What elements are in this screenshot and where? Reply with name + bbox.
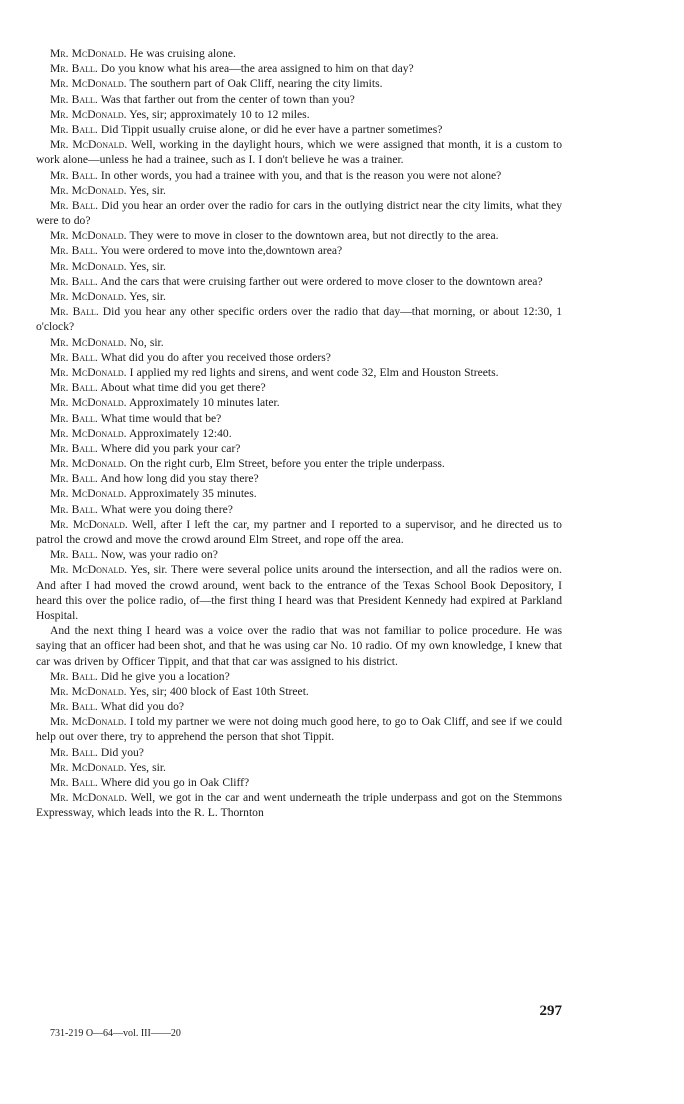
paragraph-text: Approximately 35 minutes. (126, 487, 257, 501)
testimony-paragraph (36, 775, 562, 790)
speaker-label: Mr. Ball. (50, 122, 98, 136)
testimony-paragraph (36, 380, 562, 395)
page-number: 297 (539, 1003, 562, 1019)
testimony-paragraph (36, 107, 562, 122)
speaker-label: Mr. Ball. (50, 62, 98, 76)
speaker-label: Mr. Ball. (50, 198, 99, 212)
testimony-paragraph (36, 137, 562, 167)
speaker-label: Mr. Ball. (50, 305, 99, 319)
speaker-label: Mr. McDonald. (50, 684, 127, 698)
testimony-paragraph (36, 335, 562, 350)
paragraph-text: Approximately 10 minutes later. (126, 396, 280, 410)
speaker-label: Mr. McDonald. (50, 47, 127, 60)
speaker-label: Mr. McDonald. (50, 426, 127, 440)
speaker-label: Mr. McDonald. (50, 365, 127, 379)
testimony-paragraph (36, 562, 562, 623)
paragraph-text: Yes, sir. (126, 290, 166, 303)
testimony-paragraph (36, 760, 562, 775)
paragraph-text: In other words, you had a trainee with you, and that is the reason you were not alone? (97, 168, 502, 182)
testimony-paragraph (36, 517, 562, 547)
speaker-label: Mr. Ball. (50, 472, 98, 486)
paragraph-text: Yes, sir. (126, 259, 166, 273)
speaker-label: Mr. Ball. (50, 669, 98, 683)
testimony-paragraph (36, 289, 562, 304)
speaker-label: Mr. McDonald. (50, 517, 128, 531)
speaker-label: Mr. Ball. (50, 381, 98, 395)
speaker-label: Mr. Ball. (50, 244, 98, 258)
speaker-label: Mr. McDonald. (50, 715, 127, 729)
speaker-label: Mr. McDonald. (50, 457, 127, 471)
speaker-label: Mr. Ball. (50, 502, 98, 516)
speaker-label: Mr. Ball. (50, 168, 98, 182)
testimony-body (36, 46, 562, 821)
speaker-label: Mr. McDonald. (50, 138, 128, 152)
speaker-label: Mr. McDonald. (50, 760, 127, 774)
testimony-paragraph (36, 471, 562, 486)
paragraph-text: I applied my red lights and sirens, and went code 32, Elm and Houston Streets. (126, 365, 499, 379)
speaker-label: Mr. Ball. (50, 350, 98, 364)
testimony-paragraph (36, 502, 562, 517)
paragraph-text: Well, we got in the car and went underneath the triple underpass and got on the Stemmons Expressway, which leads into the R. L. Thornton (36, 791, 562, 820)
testimony-paragraph (36, 790, 562, 820)
testimony-paragraph (36, 122, 562, 137)
speaker-label: Mr. McDonald. (50, 791, 128, 805)
paragraph-text: Did you hear an order over the radio for cars in the outlying district near the city limits, what they were to do? (36, 198, 562, 228)
paragraph-text: Did you hear any other specific orders over the radio that day—that morning, or about 12:30, 1 o'clock? (36, 305, 562, 334)
paragraph-text: What were you doing there? (97, 502, 233, 516)
testimony-paragraph (36, 456, 562, 471)
paragraph-text: Yes, sir; approximately 10 to 12 miles. (126, 107, 310, 121)
paragraph-text: The southern part of Oak Cliff, nearing the city limits. (126, 77, 383, 91)
paragraph-text: They were to move in closer to the downtown area, but not directly to the area. (126, 229, 499, 243)
speaker-label: Mr. Ball. (50, 92, 98, 106)
speaker-label: Mr. McDonald. (50, 563, 128, 577)
testimony-paragraph (36, 365, 562, 380)
testimony-paragraph (36, 92, 562, 107)
paragraph-text: I told my partner we were not doing much good here, to go to Oak Cliff, and see if we could help out over there, try to apprehend the person that shot Tippit. (36, 715, 562, 744)
paragraph-text: What did you do? (97, 700, 185, 714)
testimony-paragraph (36, 714, 562, 744)
speaker-label: Mr. McDonald. (50, 229, 127, 243)
paragraph-text: And the cars that were cruising farther out were ordered to move closer to the downtown area? (97, 274, 543, 288)
speaker-label: Mr. McDonald. (50, 335, 127, 349)
speaker-label: Mr. Ball. (50, 700, 98, 714)
speaker-label: Mr. McDonald. (50, 259, 127, 273)
testimony-paragraph (36, 350, 562, 365)
speaker-label: Mr. Ball. (50, 548, 98, 562)
testimony-paragraph (36, 426, 562, 441)
testimony-paragraph (36, 259, 562, 274)
paragraph-text: Did you? (97, 745, 144, 759)
paragraph-text: And the next thing I heard was a voice over the radio that was not familiar to police procedure. He was saying that an officer had been shot, and that he was using car No. 10 radio. Of my own knowledge, I knew that car was driven by Officer Tippit, and that that car was assigned to his district. (36, 624, 562, 668)
testimony-paragraph (36, 274, 562, 289)
footer-printing-code: 731-219 O—64—vol. III——20 (50, 1028, 181, 1039)
paragraph-text: And how long did you stay there? (97, 472, 259, 486)
speaker-label: Mr. Ball. (50, 441, 98, 455)
testimony-paragraph (36, 547, 562, 562)
speaker-label: Mr. McDonald. (50, 487, 127, 501)
paragraph-text: Approximately 12:40. (126, 426, 232, 440)
testimony-paragraph (36, 441, 562, 456)
paragraph-text: Did he give you a location? (97, 669, 230, 683)
paragraph-text: Did Tippit usually cruise alone, or did he ever have a partner sometimes? (97, 122, 443, 136)
testimony-paragraph (36, 183, 562, 198)
paragraph-text: What did you do after you received those orders? (97, 350, 331, 364)
paragraph-text: Yes, sir; 400 block of East 10th Street. (126, 684, 309, 698)
speaker-label: Mr. Ball. (50, 274, 98, 288)
paragraph-text: Was that farther out from the center of town than you? (97, 92, 355, 106)
testimony-paragraph (36, 168, 562, 183)
speaker-label: Mr. McDonald. (50, 290, 127, 303)
speaker-label: Mr. Ball. (50, 745, 98, 759)
paragraph-text: Do you know what his area—the area assigned to him on that day? (97, 62, 414, 76)
paragraph-text: About what time did you get there? (97, 381, 266, 395)
paragraph-text: Where did you park your car? (97, 441, 241, 455)
testimony-paragraph (36, 243, 562, 258)
speaker-label: Mr. McDonald. (50, 77, 127, 91)
testimony-paragraph (36, 745, 562, 760)
paragraph-text: He was cruising alone. (126, 47, 236, 60)
testimony-paragraph (36, 699, 562, 714)
testimony-paragraph (36, 304, 562, 334)
testimony-paragraph (36, 228, 562, 243)
testimony-paragraph (36, 669, 562, 684)
testimony-paragraph (36, 61, 562, 76)
testimony-paragraph (36, 411, 562, 426)
paragraph-text: You were ordered to move into the,downtown area? (97, 244, 343, 258)
speaker-label: Mr. Ball. (50, 776, 98, 789)
testimony-paragraph (36, 46, 562, 61)
testimony-paragraph (36, 684, 562, 699)
paragraph-text: Where did you go in Oak Cliff? (97, 776, 250, 789)
paragraph-text: What time would that be? (97, 411, 222, 425)
paragraph-text: Yes, sir. (126, 183, 166, 197)
speaker-label: Mr. McDonald. (50, 396, 127, 410)
narrative-paragraph (36, 623, 562, 669)
speaker-label: Mr. Ball. (50, 411, 98, 425)
testimony-paragraph (36, 76, 562, 91)
paragraph-text: No, sir. (126, 335, 164, 349)
paragraph-text: Now, was your radio on? (97, 548, 218, 562)
paragraph-text: Yes, sir. (126, 760, 166, 774)
paragraph-text: Well, after I left the car, my partner and I reported to a supervisor, and he directed us to patrol the crowd and move the crowd around Elm Street, and rope off the area. (36, 517, 562, 546)
testimony-paragraph (36, 486, 562, 501)
testimony-paragraph (36, 198, 562, 228)
paragraph-text: On the right curb, Elm Street, before you enter the triple underpass. (126, 457, 445, 471)
paragraph-text: Yes, sir. There were several police units around the intersection, and all the radios were on. And after I had moved the crowd around, went back to the entrance of the Texas School Book Depository, I heard this over the police radio, of—the first thing I heard was that President Kennedy had expired at Parkland Hospital. (36, 563, 563, 622)
testimony-paragraph (36, 395, 562, 410)
paragraph-text: Well, working in the daylight hours, which we were assigned that month, it is a custom to work alone—unless he had a trainee, such as I. I don't believe he was a trainer. (36, 138, 562, 167)
speaker-label: Mr. McDonald. (50, 183, 127, 197)
speaker-label: Mr. McDonald. (50, 107, 127, 121)
